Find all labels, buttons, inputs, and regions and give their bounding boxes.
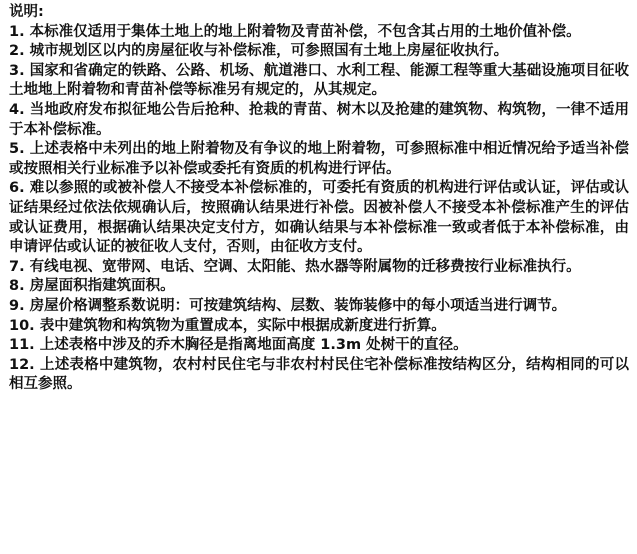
note-item-6: 6. 难以参照的或被补偿人不接受本补偿标准的，可委托有资质的机构进行评估或认证，评估或认证结果经过依法依规确认后，按照确认结果进行补偿。因被补偿人不接受本补偿标准产生的评估或认证费用，根据确认结果决定支付方，如确认结果与本补偿标准一致或者低于本补偿标准，由申请评估或认证的被征收人支付，否则，由征收方支付。	[9, 180, 629, 256]
note-item-7: 7. 有线电视、宽带网、电话、空调、太阳能、热水器等附属物的迁移费按行业标准执行。	[9, 258, 581, 275]
note-item-5: 5. 上述表格中未列出的地上附着物及有争议的地上附着物，可参照标准中相近情况给予适当补偿或按照相关行业标准予以补偿或委托有资质的机构进行评估。	[9, 141, 629, 177]
note-item-4: 4. 当地政府发布拟征地公告后抢种、抢栽的青苗、树木以及抢建的建筑物、构筑物，一律不适用于本补偿标准。	[9, 101, 629, 138]
note-item-12: 12. 上述表格中建筑物，农村村民住宅与非农村村民住宅补偿标准按结构区分，结构相同的可以相互参照。	[9, 356, 629, 393]
note-item-10: 10. 表中建筑物和构筑物为重置成本，实际中根据成新度进行折算。	[9, 317, 446, 334]
note-item-1: 1. 本标准仅适用于集体土地上的地上附着物及青苗补偿，不包含其占用的土地价值补偿。	[9, 23, 581, 40]
note-item-3: 3. 国家和省确定的铁路、公路、机场、航道港口、水利工程、能源工程等重大基础设施项目征收土地地上附着物和青苗补偿等标准另有规定的，从其规定。	[9, 62, 629, 99]
note-item-2: 2. 城市规划区以内的房屋征收与补偿标准，可参照国有土地上房屋征收执行。	[9, 43, 509, 60]
note-item-9: 9. 房屋价格调整系数说明：可按建筑结构、层数、装饰装修中的每小项适当进行调节。	[9, 297, 567, 314]
notes-heading: 说明:	[9, 4, 44, 20]
note-item-8: 8. 房屋面积指建筑面积。	[9, 278, 175, 295]
note-item-11: 11. 上述表格中涉及的乔木胸径是指离地面高度 1.3m 处树干的直径。	[9, 337, 468, 354]
